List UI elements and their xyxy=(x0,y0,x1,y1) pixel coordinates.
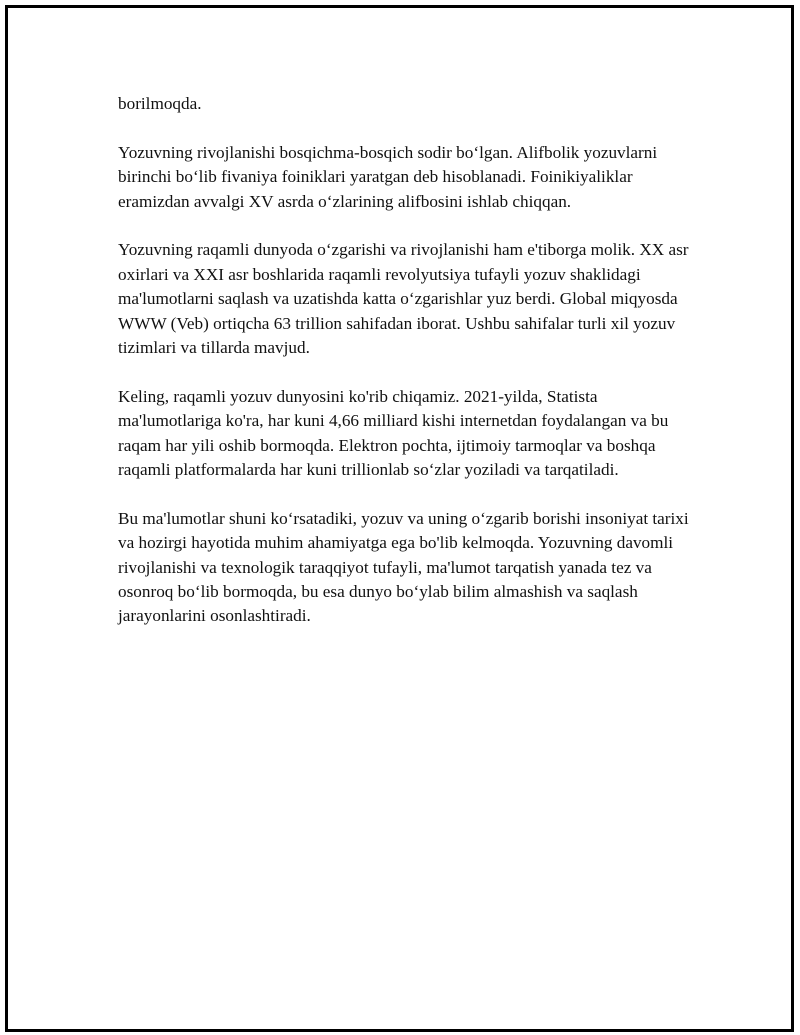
paragraph-statistics: Keling, raqamli yozuv dunyosini ko'rib chiqamiz. 2021-yilda, Statista ma'lumotlariga ko'ra, har kuni 4,66 milliard kishi internetdan foydalangan va bu raqam har yili oshib bormoqda. Elektron pochta, ijtimoiy tarmoqlar va boshqa raqamli platformalarda har kuni trillionlab so‘zlar yoziladi va tarqatiladi. xyxy=(118,386,669,480)
paragraph-writing-history: Yozuvning rivojlanishi bosqichma-bosqich sodir bo‘lgan. Alifbolik yozuvlarni birinchi bo‘lib fivaniya foiniklari yaratgan deb hisoblanadi. Foinikiyaliklar eramizdan avvalgi XV asrda o‘zlarining alifbosini ishlab chiqqan. xyxy=(118,142,658,211)
document-body xyxy=(118,92,698,653)
paragraph-continuation: borilmoqda. xyxy=(118,94,202,113)
paragraph-conclusion: Bu ma'lumotlar shuni ko‘rsatadiki, yozuv va uning o‘zgarib borishi insoniyat tarixi va hozirgi hayotida muhim ahamiyatga ega bo'lib kelmoqda. Yozuvning davomli rivojlanishi va texnologik taraqqiyot tufayli, ma'lumot tarqatish yanada tez va osonroq bo‘lib bormoqda, bu esa dunyo bo‘ylab bilim almashish va saqlash jarayonlarini osonlashtiradi. xyxy=(118,508,689,626)
paragraph-digital-writing: Yozuvning raqamli dunyoda o‘zgarishi va rivojlanishi ham e'tiborga molik. XX asr oxirlari va XXI asr boshlarida raqamli revolyutsiya tufayli yozuv shaklidagi ma'lumotlarni saqlash va uzatishda katta o‘zgarishlar yuz berdi. Global miqyosda WWW (Veb) ortiqcha 63 trillion sahifadan iborat. Ushbu sahifalar turli xil yozuv tizimlari va tillarda mavjud. xyxy=(118,240,689,358)
